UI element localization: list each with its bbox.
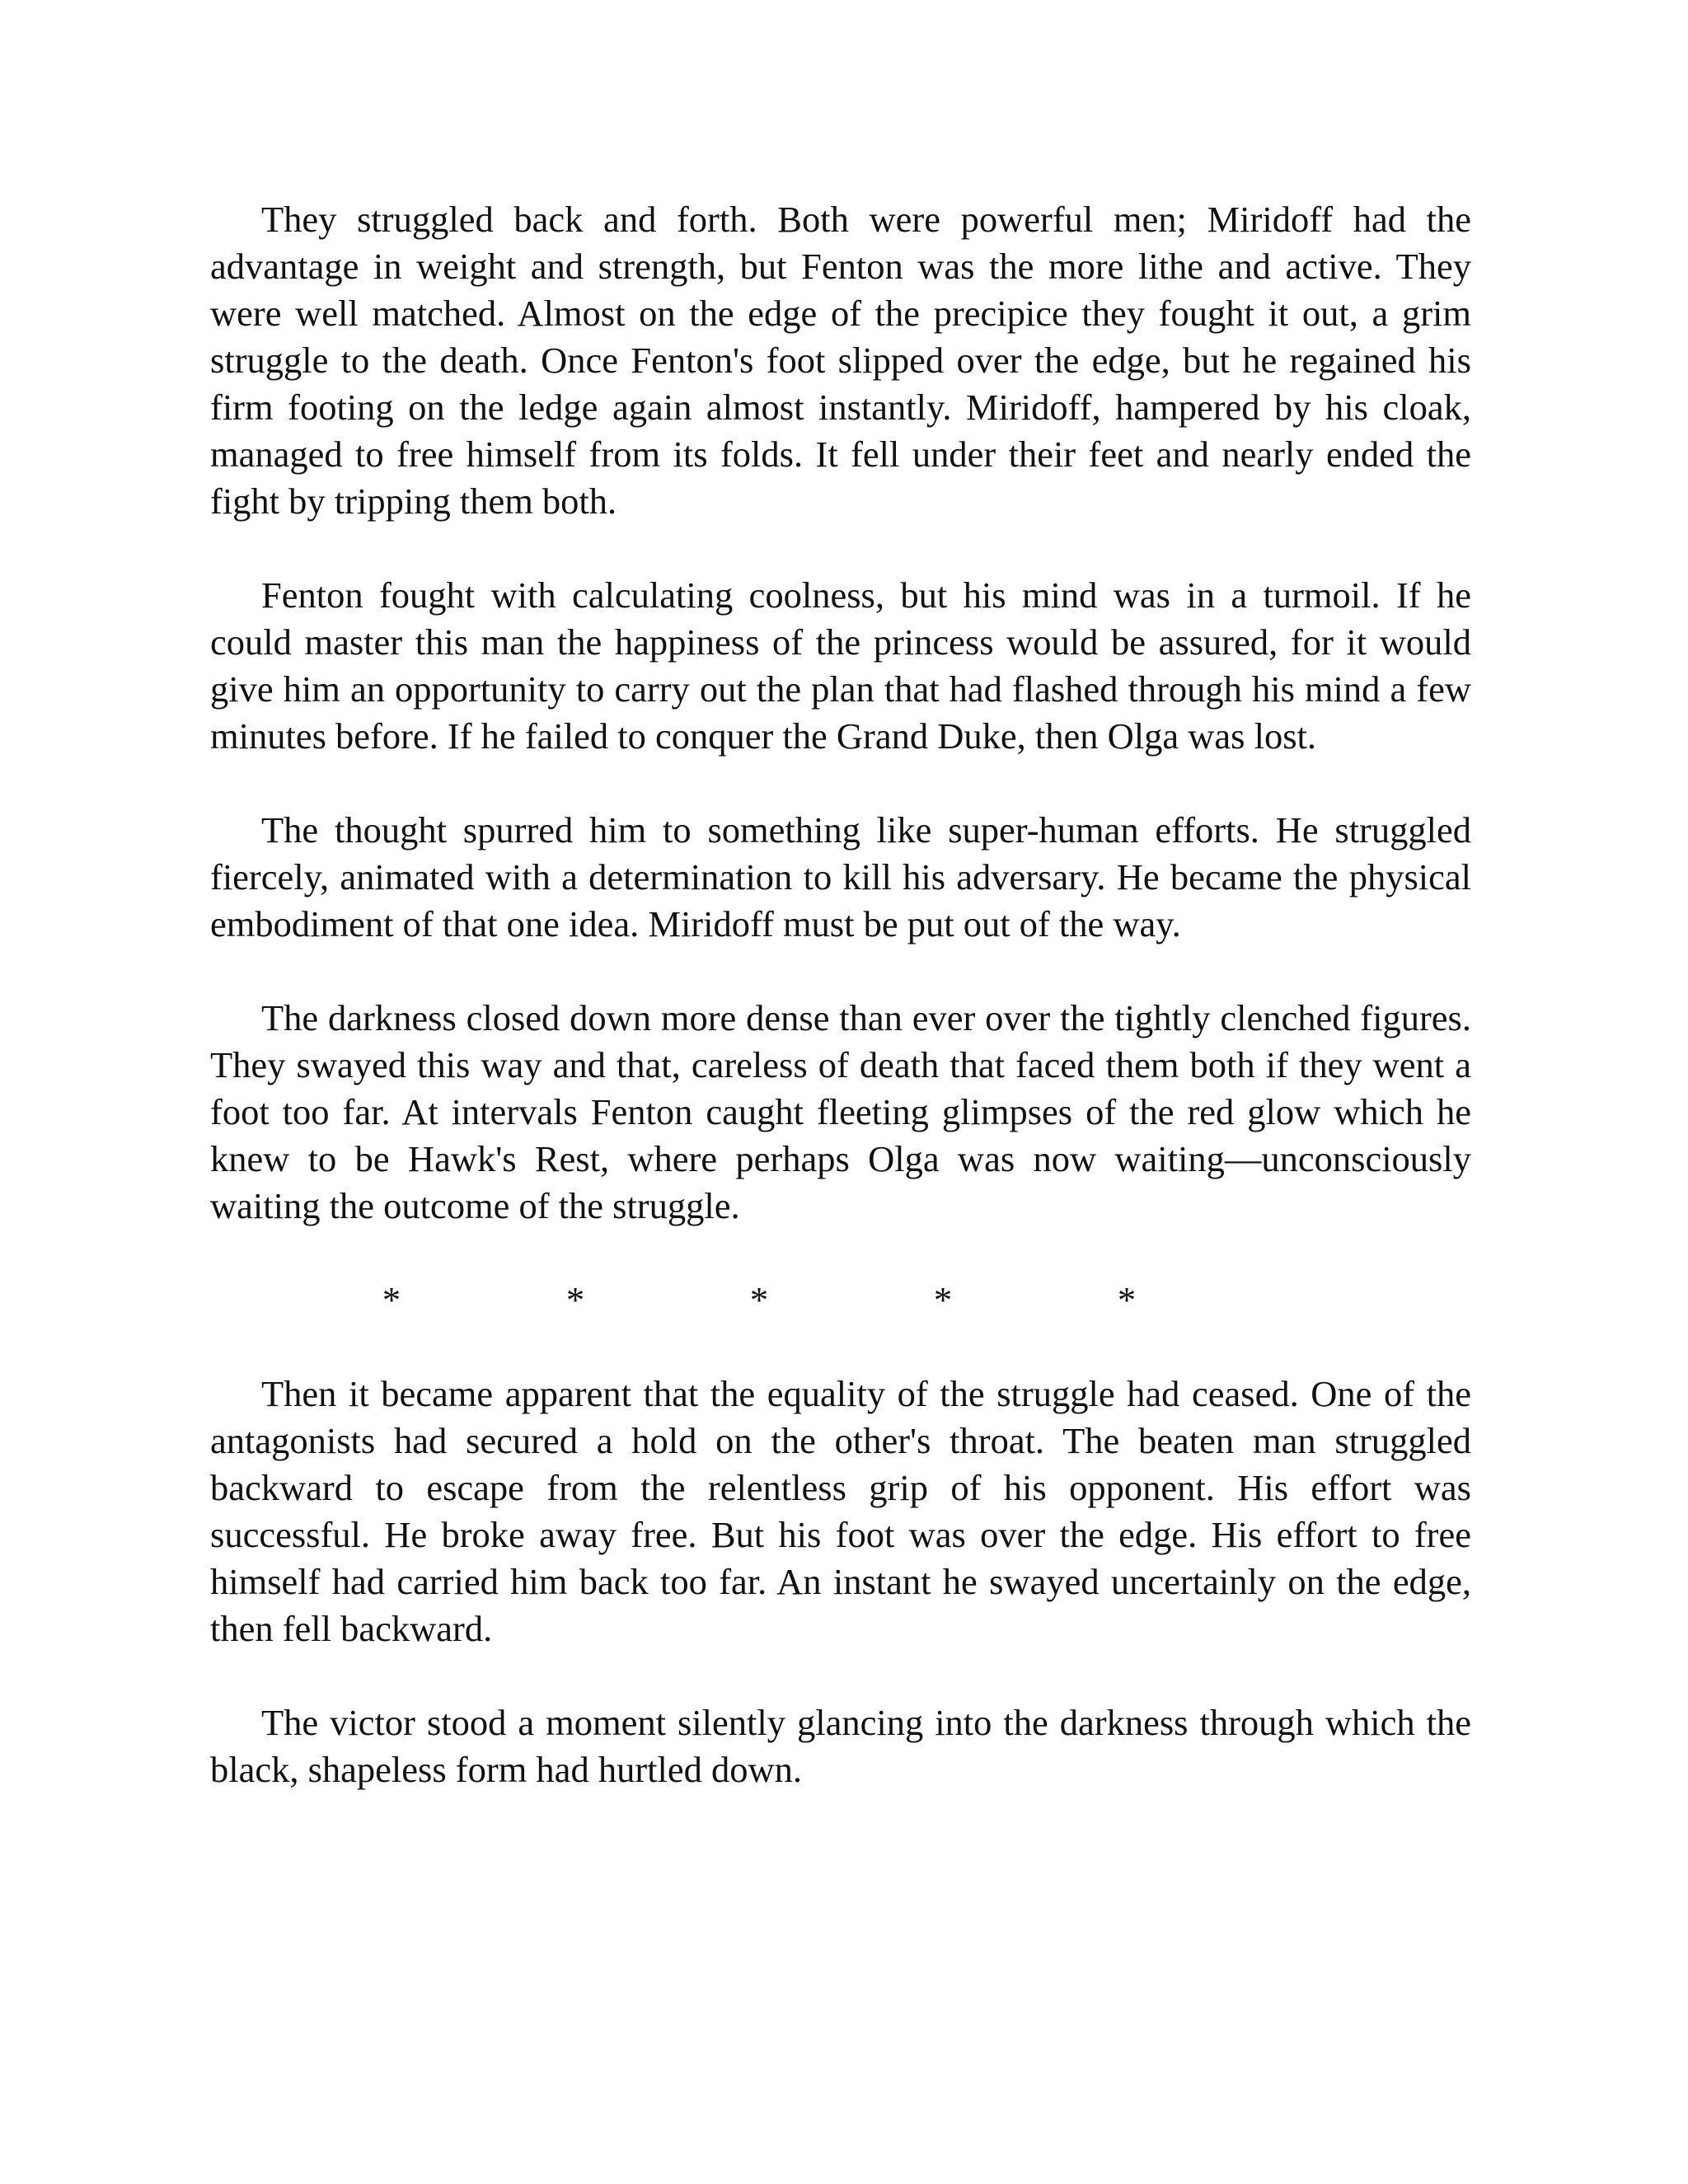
section-break-asterisk: * bbox=[1117, 1279, 1137, 1320]
paragraph-superhuman-efforts: The thought spurred him to something like super-human efforts. He struggled fiercely, animated with a determination to kill his adversary. He became the physical embodiment of that one idea. Miridoff must be put out of the way. bbox=[210, 809, 1471, 944]
section-break-asterisk: * bbox=[933, 1279, 953, 1320]
section-break bbox=[210, 1277, 1471, 1324]
paragraph-calculating-coolness: Fenton fought with calculating coolness, but his mind was in a turmoil. If he could master this man the happiness of the princess would be assured, for it would give him an opportunity to carry out the plan that had flashed through his mind a few minutes before. If he failed to conquer the Grand Duke, then Olga was lost. bbox=[210, 574, 1471, 757]
section-break-asterisk: * bbox=[749, 1279, 769, 1320]
section-break-asterisk: * bbox=[565, 1279, 585, 1320]
paragraph-equality-ceased: Then it became apparent that the equality of the struggle had ceased. One of the antagonists had secured a hold on the other's throat. The beaten man struggled backward to escape from the relentless grip of his opponent. His effort was successful. He broke away free. But his foot was over the edge. His effort to free himself had carried him back too far. An instant he swayed uncertainly on the edge, then fell backward. bbox=[210, 1373, 1471, 1649]
document-page bbox=[210, 196, 1471, 1793]
paragraph-struggle: They struggled back and forth. Both were powerful men; Miridoff had the advantage in weight and strength, but Fenton was the more lithe and active. They were well matched. Almost on the edge of the precipice they fought it out, a grim struggle to the death. Once Fenton's foot slipped over the edge, but he regained his firm footing on the ledge again almost instantly. Miridoff, hampered by his cloak, managed to free himself from its folds. It fell under their feet and nearly ended the fight by tripping them both. bbox=[210, 199, 1471, 522]
section-break-asterisk: * bbox=[382, 1279, 401, 1320]
paragraph-darkness: The darkness closed down more dense than ever over the tightly clenched figures. They swayed this way and that, careless of death that faced them both if they went a foot too far. At intervals Fenton caught fleeting glimpses of the red glow which he knew to be Hawk's Rest, where perhaps Olga was now waiting—unconsciously waiting the outcome of the struggle. bbox=[210, 997, 1471, 1226]
paragraph-victor: The victor stood a moment silently glancing into the darkness through which the black, shapeless form had hurtled down. bbox=[210, 1702, 1471, 1790]
